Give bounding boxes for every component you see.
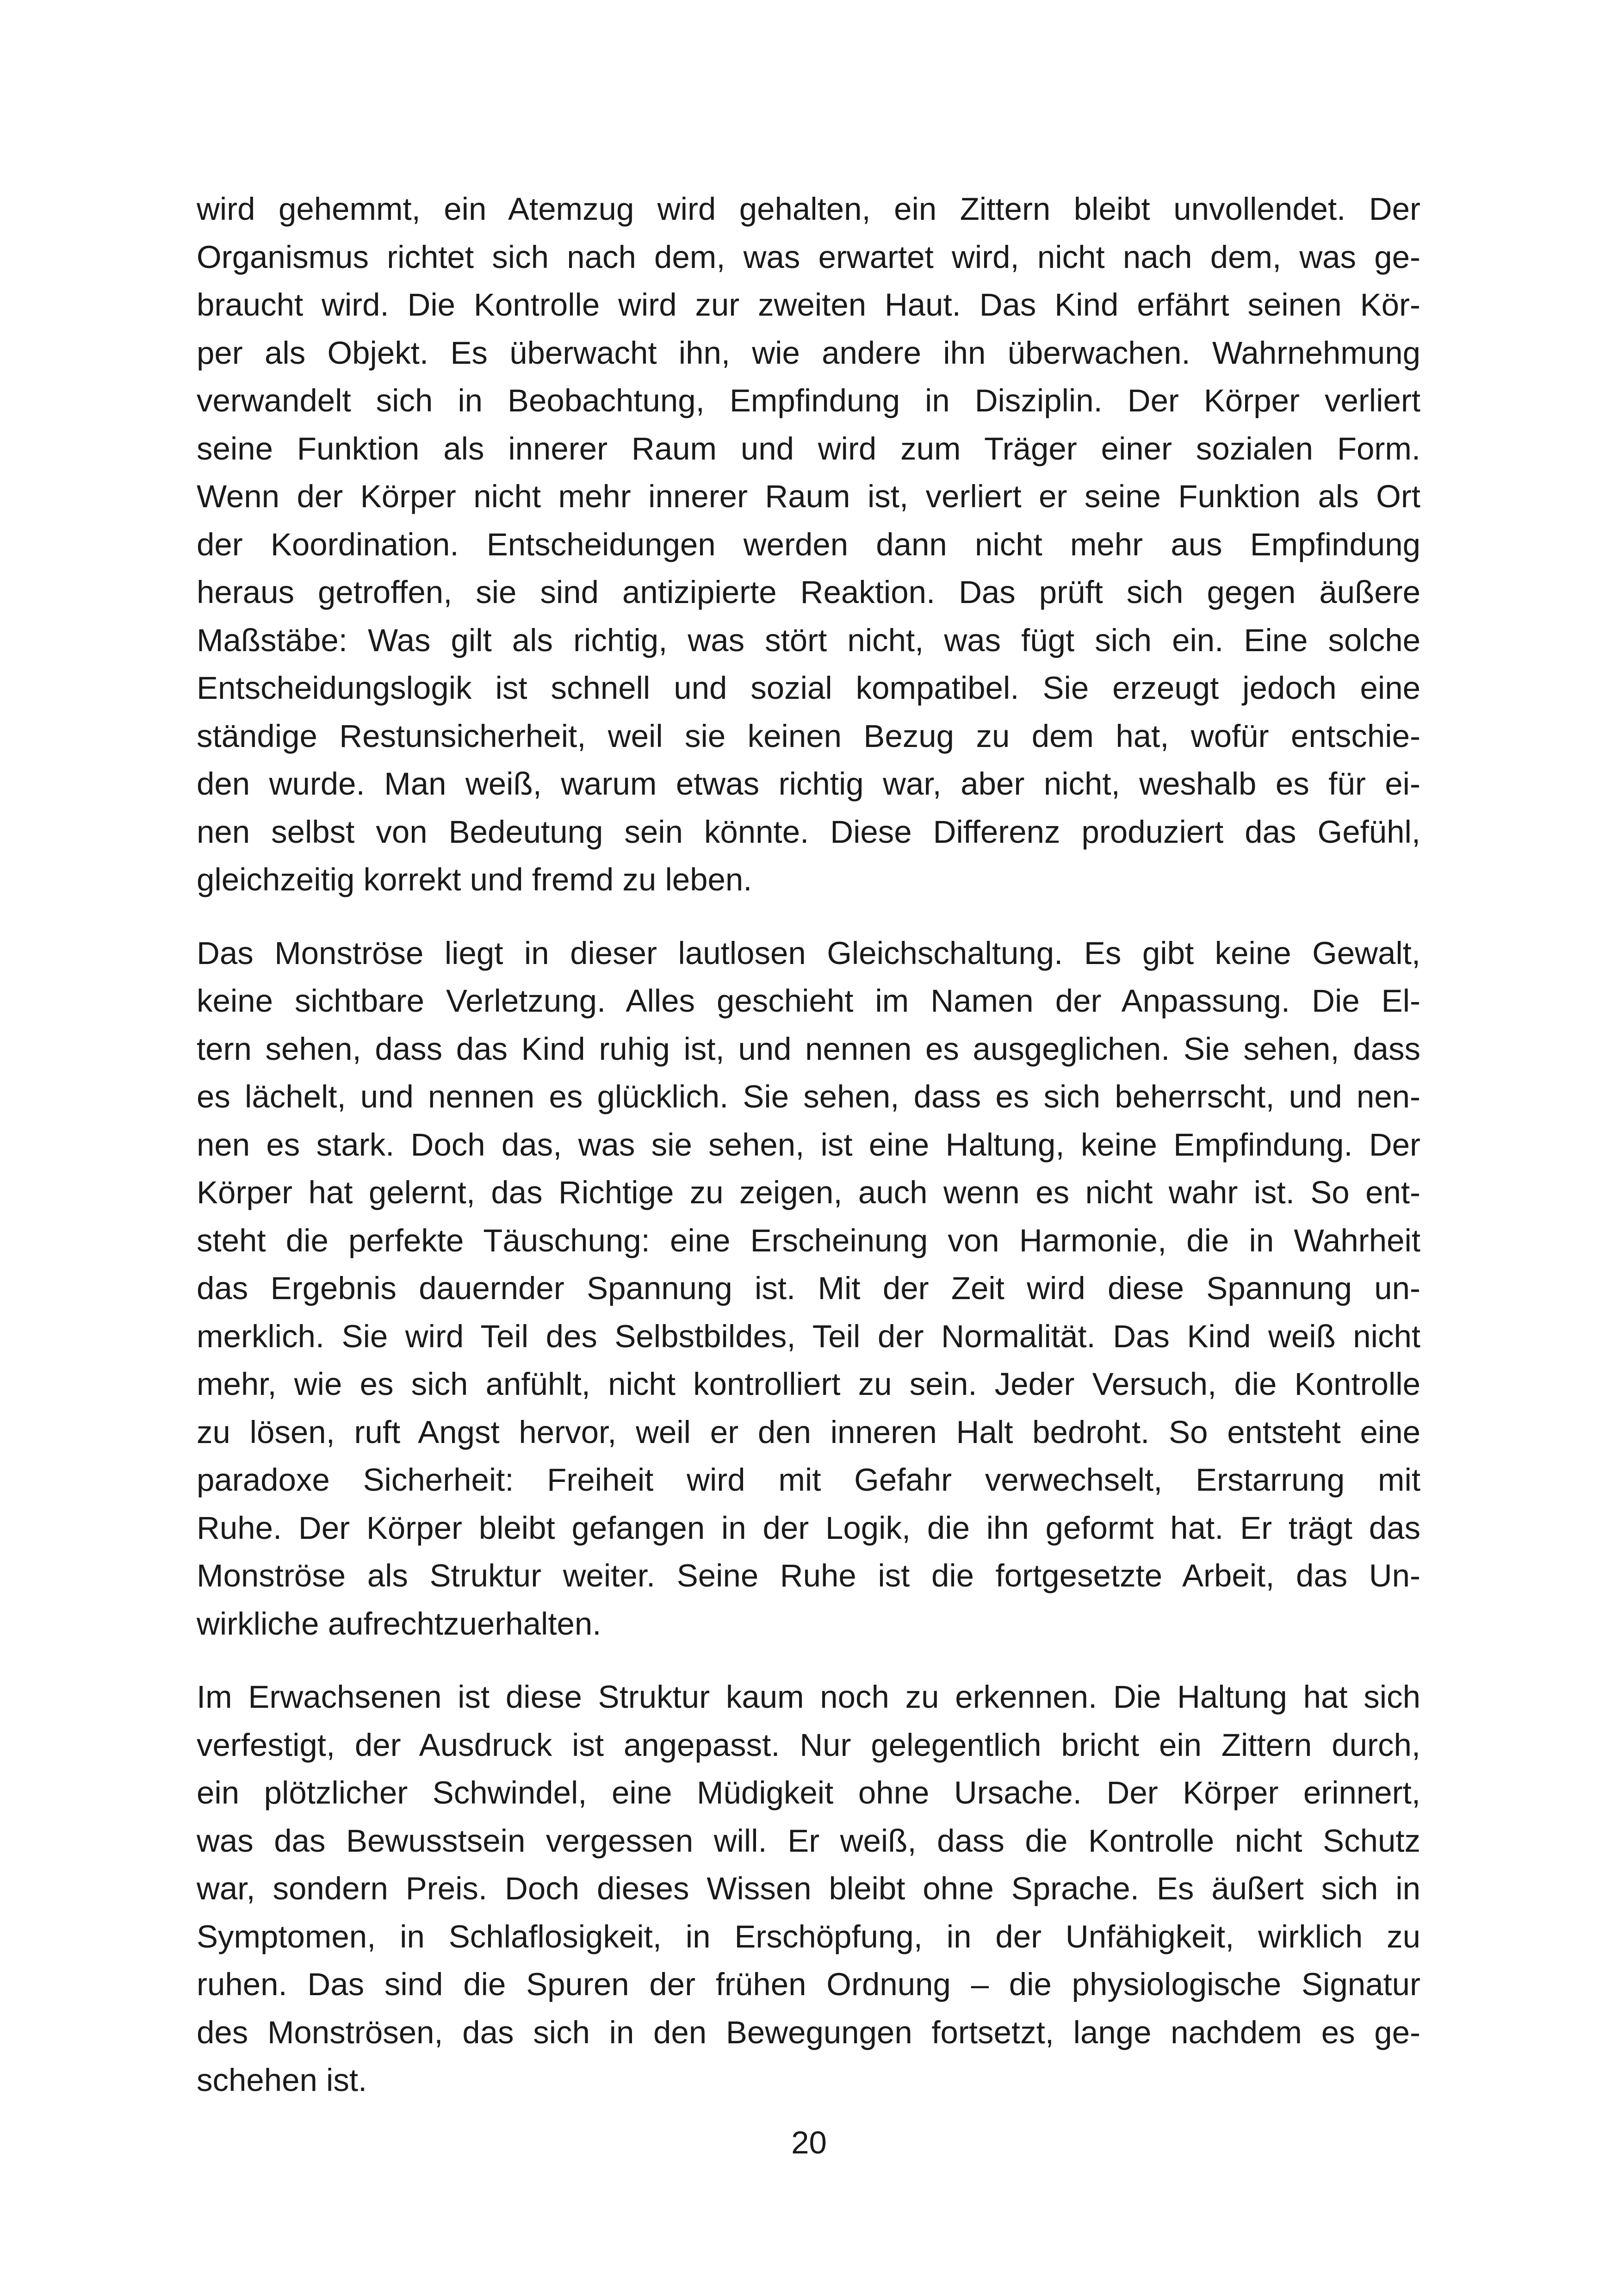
text-line: Wenn der Körper nicht mehr innerer Raum ist, verliert er seine Funktion als Ort [197, 479, 1420, 514]
text-line: schehen ist. [197, 2062, 367, 2098]
text-line: ständige Restunsicherheit, weil sie keinen Bezug zu dem hat, wofür entschie- [197, 718, 1420, 754]
text-line: Körper hat gelernt, das Richtige zu zeigen, auch wenn es nicht wahr ist. So ent- [197, 1175, 1420, 1210]
text-line: merklich. Sie wird Teil des Selbstbildes, Teil der Normalität. Das Kind weiß nicht [197, 1318, 1420, 1354]
text-line: gleichzeitig korrekt und fremd zu leben. [197, 862, 752, 897]
text-line: Das Monströse liegt in dieser lautlosen Gleichschaltung. Es gibt keine Gewalt, [197, 935, 1420, 971]
text-line: wirkliche aufrechtzuerhalten. [197, 1605, 601, 1642]
text-line: tern sehen, dass das Kind ruhig ist, und nennen es ausgeglichen. Sie sehen, dass [197, 1031, 1420, 1067]
text-line: ruhen. Das sind die Spuren der frühen Ordnung – die physiologische Signatur [197, 1966, 1420, 2002]
text-line: heraus getroffen, sie sind antizipierte Reaktion. Das prüft sich gegen äußere [197, 574, 1420, 610]
text-line: Organismus richtet sich nach dem, was erwartet wird, nicht nach dem, was ge- [197, 239, 1420, 275]
text-line: nen es stark. Doch das, was sie sehen, ist eine Haltung, keine Empfindung. Der [197, 1126, 1420, 1163]
text-line: braucht wird. Die Kontrolle wird zur zweiten Haut. Das Kind erfährt seinen Kör- [197, 287, 1420, 323]
paragraph [197, 1673, 1420, 2104]
text-line: keine sichtbare Verletzung. Alles geschieht im Namen der Anpassung. Die El- [197, 983, 1420, 1019]
text-line: steht die perfekte Täuschung: eine Erscheinung von Harmonie, die in Wahrheit [197, 1222, 1420, 1258]
text-line: ein plötzlicher Schwindel, eine Müdigkeit ohne Ursache. Der Körper erinnert, [197, 1775, 1420, 1811]
text-line: Monströse als Struktur weiter. Seine Ruhe ist die fortgesetzte Arbeit, das Un- [197, 1558, 1420, 1593]
text-line: nen selbst von Bedeutung sein könnte. Diese Differenz produziert das Gefühl, [197, 814, 1420, 850]
text-line: Ruhe. Der Körper bleibt gefangen in der Logik, die ihn geformt hat. Er trägt das [197, 1510, 1420, 1546]
text-line: Symptomen, in Schlaflosigkeit, in Erschöpfung, in der Unfähigkeit, wirklich zu [197, 1918, 1420, 1954]
text-line: den wurde. Man weiß, warum etwas richtig war, aber nicht, weshalb es für ei- [197, 766, 1420, 802]
text-line: es lächelt, und nennen es glücklich. Sie sehen, dass es sich beherrscht, und nen- [197, 1079, 1420, 1114]
page-number: 20 [791, 2125, 827, 2160]
text-line: Maßstäbe: Was gilt als richtig, was stört nicht, was fügt sich ein. Eine solche [197, 622, 1420, 658]
text-line: verwandelt sich in Beobachtung, Empfindung in Disziplin. Der Körper verliert [197, 383, 1420, 418]
text-line: des Monströsen, das sich in den Bewegungen fortsetzt, lange nachdem es ge- [197, 2014, 1420, 2050]
text-line: seine Funktion als innerer Raum und wird zum Träger einer sozialen Form. [197, 430, 1420, 467]
text-line: das Ergebnis dauernder Spannung ist. Mit der Zeit wird diese Spannung un- [197, 1270, 1420, 1306]
text-line: paradoxe Sicherheit: Freiheit wird mit Gefahr verwechselt, Erstarrung mit [197, 1462, 1420, 1498]
text-line: Im Erwachsenen ist diese Struktur kaum noch zu erkennen. Die Haltung hat sich [197, 1679, 1420, 1715]
text-line: war, sondern Preis. Doch dieses Wissen bleibt ohne Sprache. Es äußert sich in [197, 1871, 1420, 1906]
text-line: was das Bewusstsein vergessen will. Er weiß, dass die Kontrolle nicht Schutz [197, 1823, 1420, 1859]
text-line: verfestigt, der Ausdruck ist angepasst. Nur gelegentlich bricht ein Zittern durch, [197, 1727, 1420, 1763]
text-line: mehr, wie es sich anfühlt, nicht kontrolliert zu sein. Jeder Versuch, die Kontrolle [197, 1366, 1420, 1402]
text-line: Entscheidungslogik ist schnell und sozial kompatibel. Sie erzeugt jedoch eine [197, 670, 1420, 706]
paragraph [197, 929, 1420, 1648]
text-line: wird gehemmt, ein Atemzug wird gehalten, ein Zittern bleibt unvollendet. Der [197, 191, 1420, 227]
body-text [197, 185, 1420, 2130]
paragraph [197, 185, 1420, 904]
text-line: zu lösen, ruft Angst hervor, weil er den inneren Halt bedroht. So entsteht eine [197, 1414, 1420, 1450]
text-line: der Koordination. Entscheidungen werden dann nicht mehr aus Empfindung [197, 526, 1420, 562]
text-line: per als Objekt. Es überwacht ihn, wie andere ihn überwachen. Wahrnehmung [197, 335, 1420, 371]
